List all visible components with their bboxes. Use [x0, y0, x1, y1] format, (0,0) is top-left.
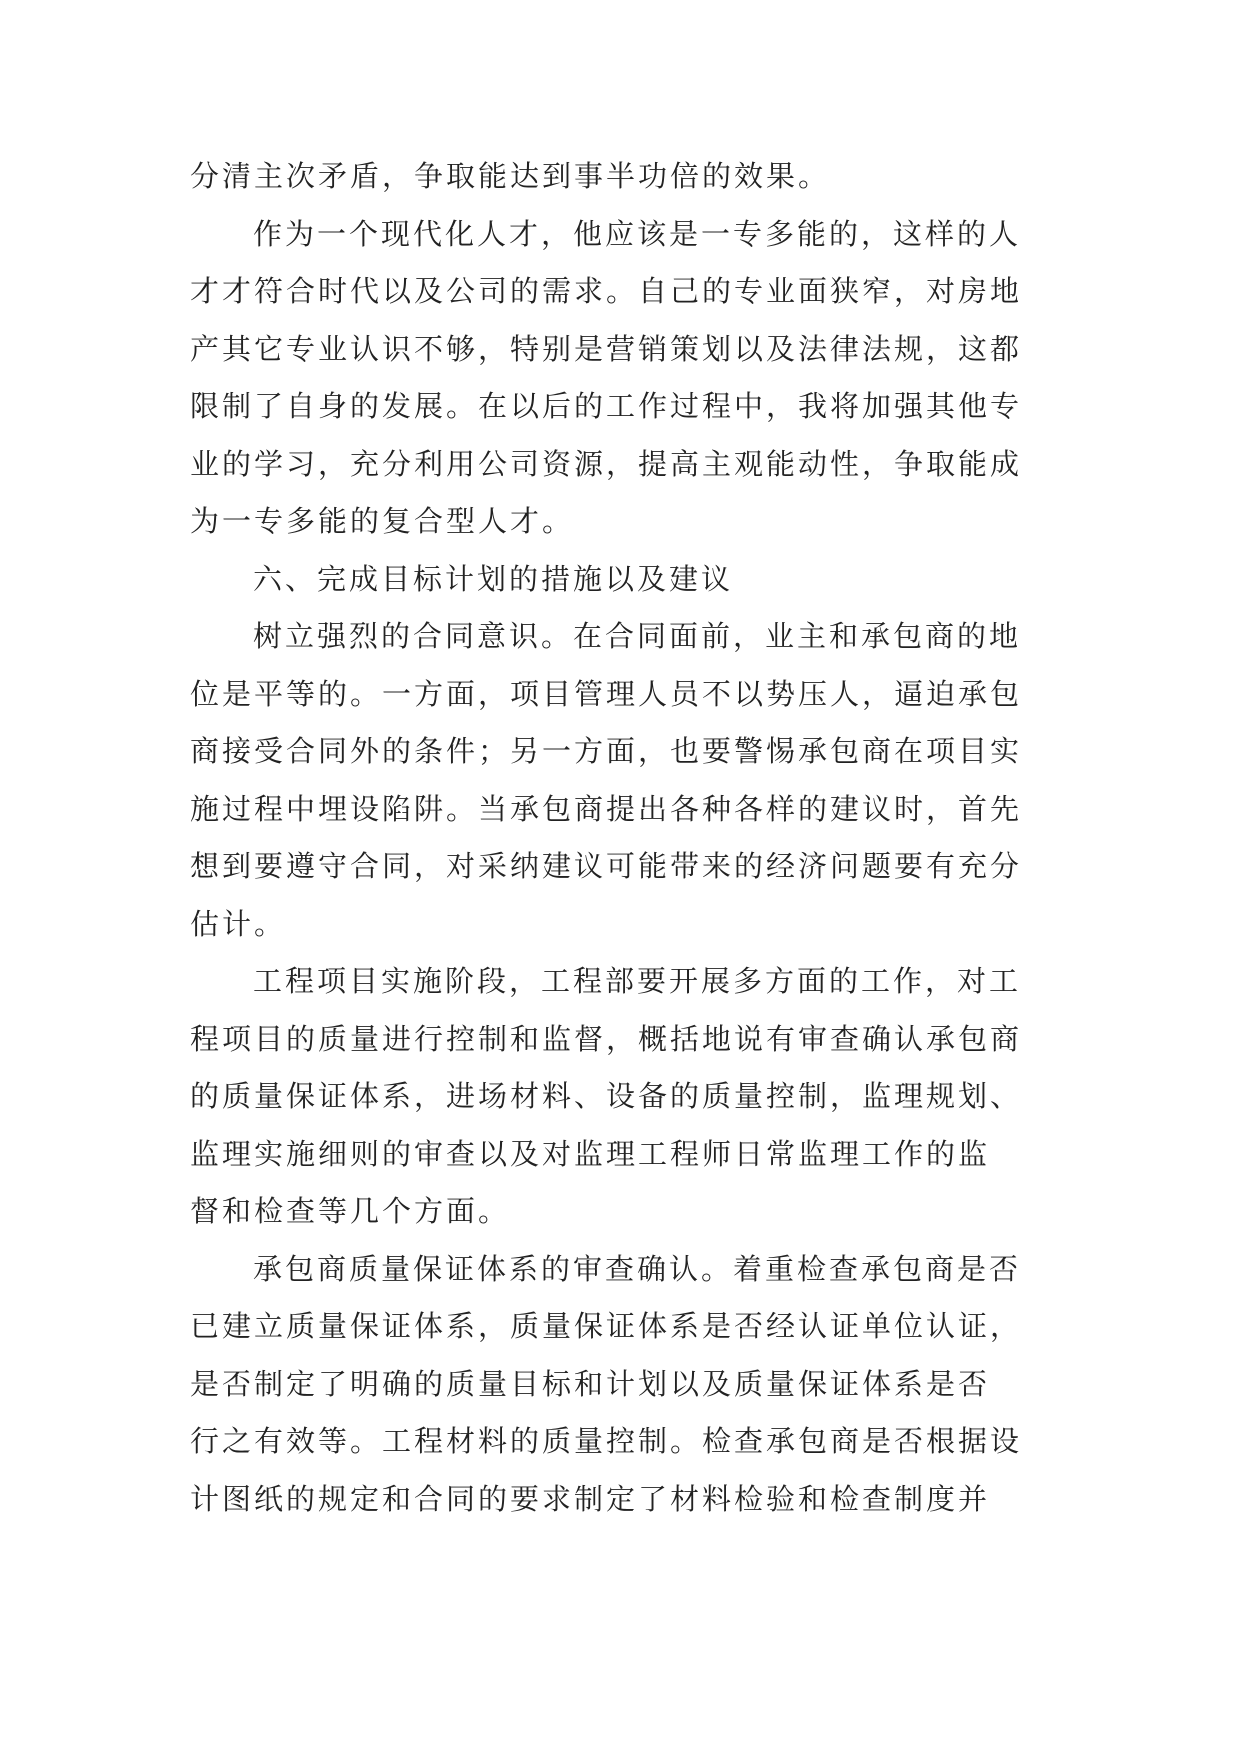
document-body [190, 148, 1050, 1528]
text-line: 限制了自身的发展。在以后的工作过程中，我将加强其他专 [190, 389, 1023, 423]
text-line: 位是平等的。一方面，项目管理人员不以势压人，逼迫承包 [190, 676, 1023, 711]
text-line: 行之有效等。工程材料的质量控制。检查承包商是否根据设 [190, 1424, 1023, 1458]
paragraph-start-line: 工程项目实施阶段，工程部要开展多方面的工作，对工 [253, 964, 1022, 998]
paragraph-start-line: 树立强烈的合同意识。在合同面前，业主和承包商的地 [253, 619, 1022, 653]
text-line: 估计。 [190, 906, 287, 941]
text-line: 为一专多能的复合型人才。 [190, 504, 575, 538]
text-line: 分清主次矛盾，争取能达到事半功倍的效果。 [190, 159, 831, 193]
paragraph-start-line: 作为一个现代化人才，他应该是一专多能的，这样的人 [253, 216, 1022, 251]
text-line: 程项目的质量进行控制和监督，概括地说有审查确认承包商 [190, 1021, 1023, 1056]
section-heading: 六、完成目标计划的措施以及建议 [253, 561, 734, 596]
text-line: 施过程中埋设陷阱。当承包商提出各种各样的建议时，首先 [190, 791, 1023, 826]
text-line: 业的学习，充分利用公司资源，提高主观能动性，争取能成 [190, 446, 1023, 481]
text-line: 才才符合时代以及公司的需求。自己的专业面狭窄，对房地 [190, 274, 1023, 308]
text-line: 的质量保证体系，进场材料、设备的质量控制，监理规划、 [190, 1079, 1023, 1113]
text-line: 监理实施细则的审查以及对监理工程师日常监理工作的监 [190, 1136, 991, 1171]
text-line: 想到要遵守合同，对采纳建议可能带来的经济问题要有充分 [190, 849, 1023, 883]
text-line: 是否制定了明确的质量目标和计划以及质量保证体系是否 [190, 1366, 991, 1401]
text-line: 商接受合同外的条件；另一方面，也要警惕承包商在项目实 [190, 734, 1023, 768]
text-line: 计图纸的规定和合同的要求制定了材料检验和检查制度并 [190, 1481, 991, 1516]
text-line: 产其它专业认识不够，特别是营销策划以及法律法规，这都 [190, 331, 1023, 366]
text-line: 督和检查等几个方面。 [190, 1194, 511, 1228]
paragraph-start-line: 承包商质量保证体系的审查确认。着重检查承包商是否 [253, 1251, 1022, 1286]
text-line: 已建立质量保证体系，质量保证体系是否经认证单位认证， [190, 1309, 1023, 1343]
